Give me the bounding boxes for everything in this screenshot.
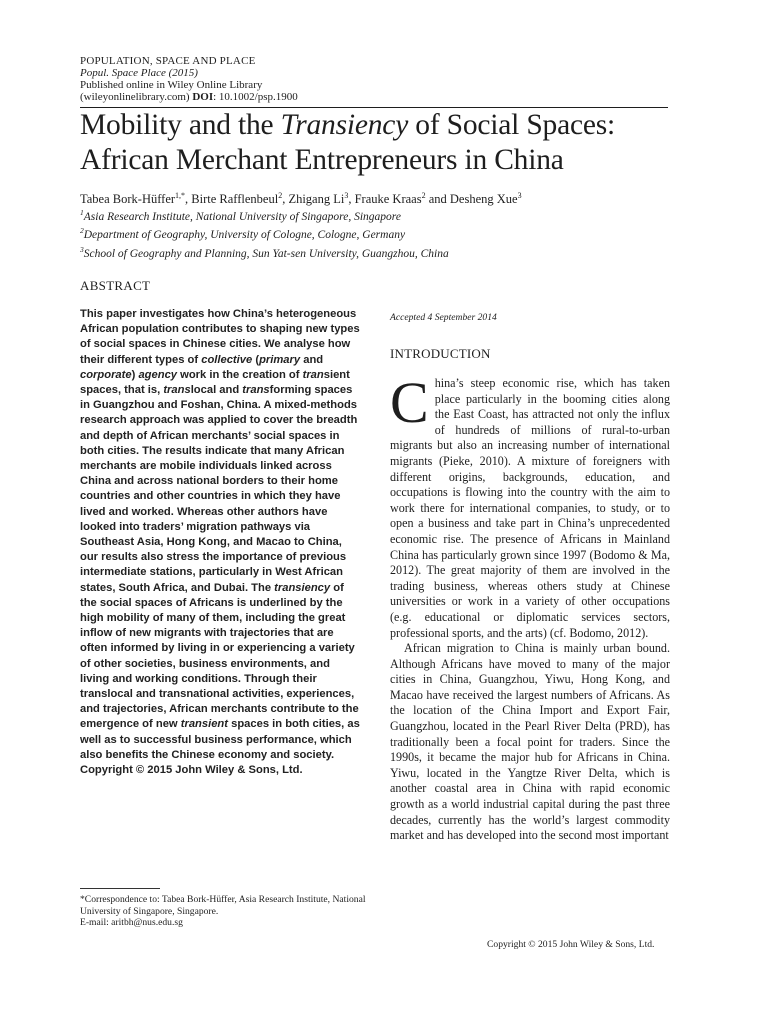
introduction-body <box>390 370 670 844</box>
author-list <box>80 188 680 207</box>
abstract-text: This paper investigates how China’s heterogeneous African population contributes to shaping new types of social spaces in Chinese cities. We analyse how their different types of collective (primary and corporate) agency work in the creation of transient spaces, that is, translocal and transforming spaces in Guangzhou and Foshan, China. A mixed-methods research approach was applied to cover the breadth and depth of African merchants’ social spaces in both cities. The results indicate that many African merchants are mobile individuals linked across China and across national borders to their home countries and other countries in which they have lived and worked. Whereas other authors have looked into traders’ migration pathways via Southeast Asia, Hong Kong, and Macao to China, our results also stress the importance of previous intermediate stations, particularly in West African states, South Africa, and Dubai. The transiency of the social spaces of Africans is underlined by the high mobility of many of them, including the great inflow of new migrants with trajectories that are often informed by living in or experiencing a variety of other societies, business environments, and living and working conditions. Through their translocal and transnational activities, experiences, and trajectories, African merchants contribute to the emergence of new transient spaces in both cities, as well as to successful business performance, which also benefits the Chinese economy and society. Copyright © 2015 John Wiley & Sons, Ltd. <box>80 308 360 777</box>
author-name: , Birte Rafflenbeul <box>185 192 279 207</box>
affiliation <box>80 224 680 242</box>
introduction-heading: INTRODUCTION <box>390 346 491 361</box>
affiliations <box>80 206 680 261</box>
title-part: Mobility and the <box>80 109 281 141</box>
correspondence-email: E-mail: aritbh@nus.edu.sg <box>80 917 183 928</box>
author-sup: 3 <box>517 191 522 200</box>
author-sup: 2 <box>278 191 283 200</box>
correspondence-text: *Correspondence to: Tabea Bork-Hüffer, Asia Research Institute, National University of Singapore, Singapore. <box>80 894 366 917</box>
affiliation-sup: 1 <box>80 208 84 217</box>
intro-paragraph-1 <box>390 370 670 641</box>
affiliation <box>80 206 680 224</box>
title-italic: Transiency <box>280 109 409 141</box>
paper-title <box>80 108 680 178</box>
accepted-date: Accepted 4 September 2014 <box>390 312 497 323</box>
affiliation-text: School of Geography and Planning, Sun Yat-sen University, Guangzhou, China <box>83 247 449 260</box>
affiliation-sup: 3 <box>80 244 84 254</box>
journal-citation: Popul. Space Place (2015) <box>80 67 198 79</box>
copyright-notice: Copyright © 2015 John Wiley & Sons, Ltd. <box>487 939 655 950</box>
author-sup: 1,* <box>175 191 186 200</box>
title-line-2: African Merchant Entrepreneurs in China <box>80 144 564 176</box>
abstract-heading: ABSTRACT <box>80 278 151 293</box>
published-online: Published online in Wiley Online Library <box>80 79 263 91</box>
intro-paragraph-2: African migration to China is mainly urban bound. Although Africans have moved to many of the major cities in China, Guangzhou, Yiwu, Hong Kong, and Macao have received the largest numbers of Africans. As the location of the China Import and Export Fair, Guangzhou, located in the Pearl River Delta (PRD), has traditionally been a focal point for traders. Since the 1990s, it became the major hub for Africans in China. Yiwu, located in the Yangtze River Delta, which is another coastal area in China with rapid economic growth as a world industrial capital during the past three decades, currently has the world’s largest commodity market and has developed into the second most important <box>390 641 670 843</box>
author-sup: 3 <box>344 191 349 200</box>
drop-cap: C <box>390 370 429 435</box>
footnote-divider <box>80 888 160 889</box>
doi-value: : 10.1002/psp.1900 <box>213 91 298 103</box>
correspondence-footnote <box>80 894 370 929</box>
author-sup: 2 <box>421 191 426 200</box>
journal-name: POPULATION, SPACE AND PLACE <box>80 55 256 67</box>
affiliation-sup: 2 <box>80 226 84 236</box>
author-name: , Frauke Kraas <box>348 192 422 207</box>
affiliation <box>80 243 680 261</box>
author-name: Tabea Bork-Hüffer <box>80 192 176 207</box>
journal-header <box>80 55 680 103</box>
affiliation-text: Department of Geography, University of Cologne, Cologne, Germany <box>83 229 406 242</box>
author-name: , Zhigang Li <box>282 192 345 207</box>
doi-line <box>80 91 680 103</box>
paragraph-text: hina’s steep economic rise, which has taken place particularly in the booming cities along the East Coast, has attracted not only the influx of hundreds of millions of rural-to-urban migrants but also an increasing number of international migrants (Pieke, 2010). A mixture of foreigners with different origins, backgrounds, education, and occupations is flowing into the country with the aim to work there for international companies, to study, or to open a business and take part in China’s unprecedented economic rise. The presence of Africans in Mainland China has particularly grown since 1997 (Bodomo & Ma, 2012). The great majority of them are involved in the trading business, whereas others study at Chinese universities or work in a variety of other occupations (e.g. educational or diplomatic services sectors, professional sports, and the arts) (cf. Bodomo, 2012). <box>390 376 670 640</box>
title-part: of Social Spaces: <box>408 109 616 141</box>
affiliation-text: Asia Research Institute, National University of Singapore, Singapore <box>83 210 401 223</box>
author-name: and Desheng Xue <box>425 192 518 207</box>
doi-label: DOI <box>192 91 214 103</box>
library-url: (wileyonlinelibrary.com) <box>80 91 193 103</box>
